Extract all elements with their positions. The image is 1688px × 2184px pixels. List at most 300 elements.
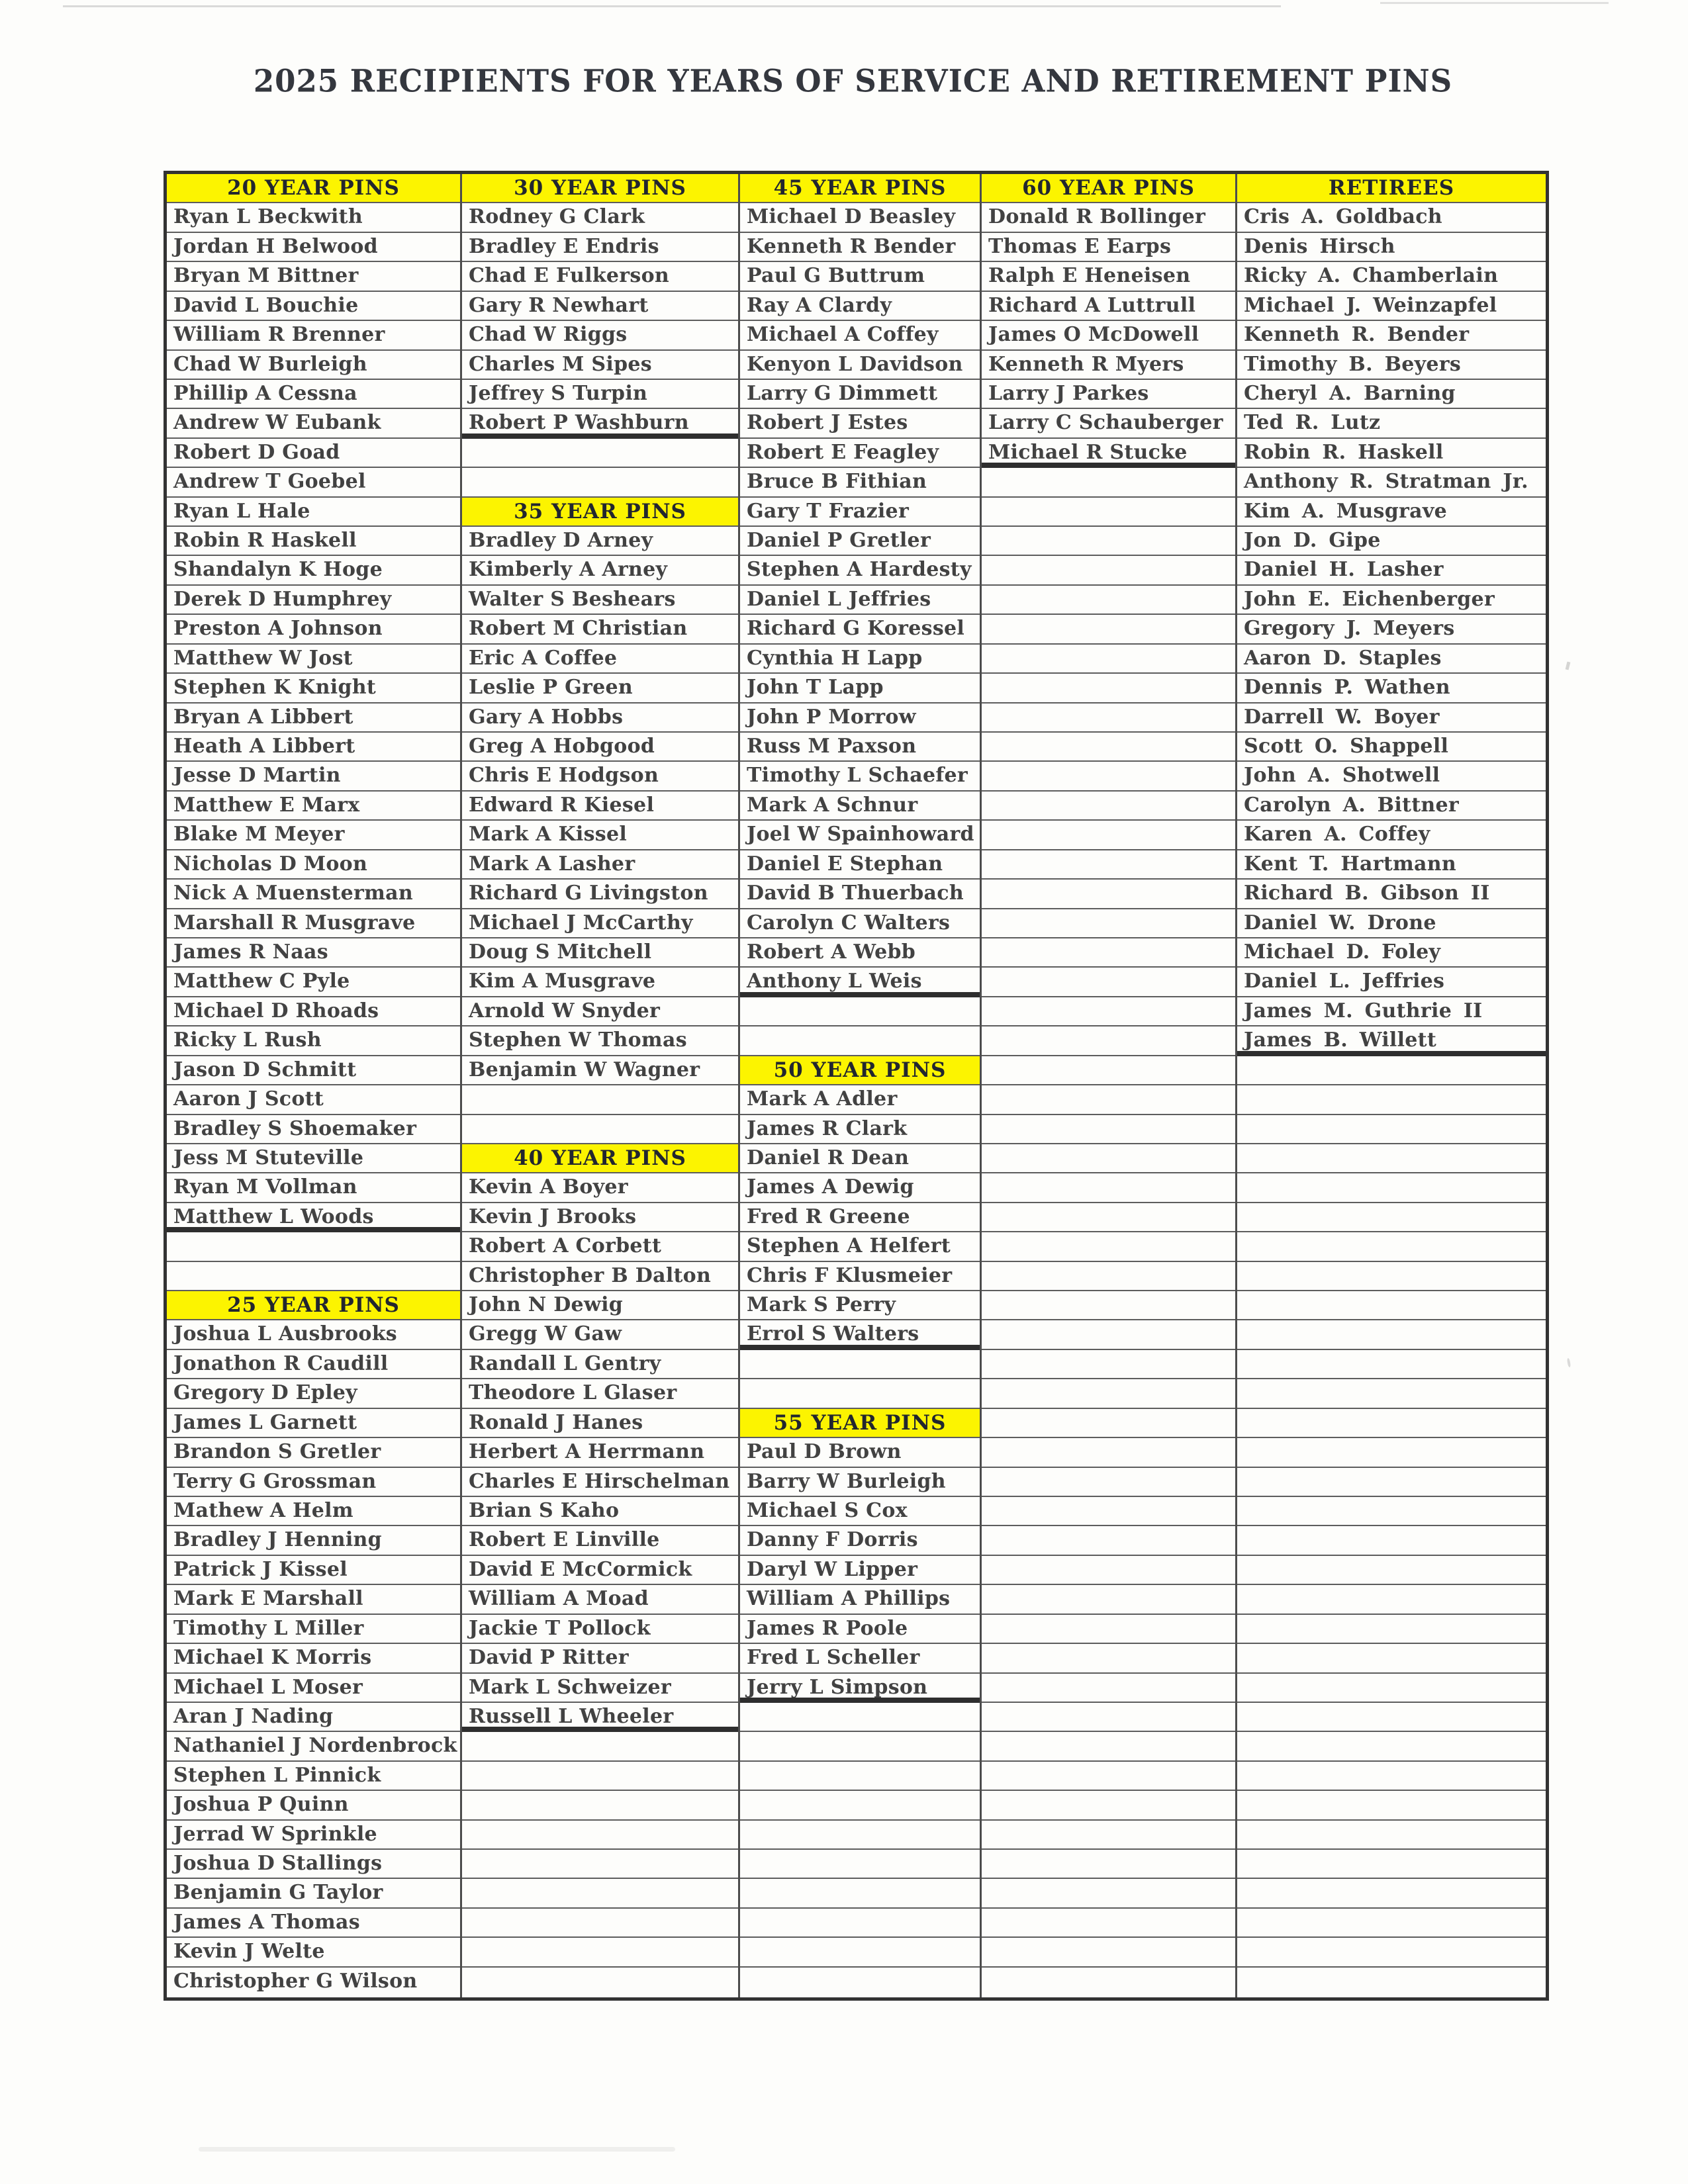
blank-cell [740,1909,980,1938]
name-cell: Michael K Morris [167,1644,460,1673]
name-cell: Brian S Kaho [462,1497,738,1526]
blank-cell [982,1026,1235,1056]
blank-cell [1237,1909,1546,1938]
name-cell: Richard G Livingston [462,880,738,909]
blank-cell [740,1791,980,1820]
blank-cell [982,1379,1235,1408]
name-cell: Chad E Fulkerson [462,262,738,291]
name-cell: Michael D Beasley [740,203,980,232]
name-cell: Scott O. Shappell [1237,733,1546,762]
name-cell: Denis Hirsch [1237,233,1546,262]
name-cell: Bryan A Libbert [167,704,460,733]
name-cell: Gregory J. Meyers [1237,615,1546,644]
name-cell: Russell L Wheeler [462,1703,738,1732]
name-cell: William R Brenner [167,321,460,350]
name-cell: Kenneth R Myers [982,351,1235,380]
blank-cell [982,1232,1235,1261]
blank-cell [982,1879,1235,1908]
name-cell: Chad W Riggs [462,321,738,350]
name-cell: James O McDowell [982,321,1235,350]
blank-cell [1237,1762,1546,1791]
name-cell: Larry C Schauberger [982,409,1235,438]
name-cell: James M. Guthrie II [1237,997,1546,1026]
section-header-cell: 50 YEAR PINS [740,1056,980,1085]
name-cell: Michael R Stucke [982,439,1235,468]
blank-cell [1237,1144,1546,1173]
blank-cell [982,1762,1235,1791]
name-cell: Nathaniel J Nordenbrock [167,1732,460,1761]
name-cell: Chris E Hodgson [462,762,738,791]
blank-cell [982,880,1235,909]
section-header-cell: 25 YEAR PINS [167,1291,460,1320]
name-cell: Joshua P Quinn [167,1791,460,1820]
name-cell: Barry W Burleigh [740,1468,980,1497]
blank-cell [982,909,1235,938]
name-cell: Nicholas D Moon [167,850,460,880]
blank-cell [982,733,1235,762]
blank-cell [167,1232,460,1261]
name-cell: Bradley E Endris [462,233,738,262]
blank-cell [982,1438,1235,1467]
name-cell: Daryl W Lipper [740,1556,980,1585]
name-cell: William A Phillips [740,1585,980,1614]
blank-cell [982,645,1235,674]
name-cell: Gregory D Epley [167,1379,460,1408]
blank-cell [982,1203,1235,1232]
name-cell: David E McCormick [462,1556,738,1585]
name-cell: Robert P Washburn [462,409,738,438]
section-header-cell: 55 YEAR PINS [740,1409,980,1438]
name-cell: Bruce B Fithian [740,468,980,497]
name-cell: Christopher B Dalton [462,1262,738,1291]
name-cell: James L Garnett [167,1409,460,1438]
blank-cell [462,1732,738,1761]
blank-cell [1237,1615,1546,1644]
blank-cell [1237,1350,1546,1379]
blank-cell [1237,1409,1546,1438]
blank-cell [982,1674,1235,1703]
column-45-year-pins [740,174,982,1997]
blank-cell [1237,1085,1546,1115]
blank-cell [982,1968,1235,1997]
blank-cell [740,1850,980,1879]
name-cell: Bryan M Bittner [167,262,460,291]
blank-cell [462,1968,738,1997]
column-60-year-pins [982,174,1237,1997]
name-cell: Leslie P Green [462,674,738,703]
name-cell: Anthony L Weis [740,968,980,997]
name-cell: Derek D Humphrey [167,586,460,615]
name-cell: Michael S Cox [740,1497,980,1526]
name-cell: John E. Eichenberger [1237,586,1546,615]
blank-cell [462,1821,738,1850]
name-cell: Kenyon L Davidson [740,351,980,380]
blank-cell [740,1350,980,1379]
name-cell: Daniel L. Jeffries [1237,968,1546,997]
name-cell: Jerry L Simpson [740,1674,980,1703]
name-cell: Ryan L Beckwith [167,203,460,232]
name-cell: Ryan M Vollman [167,1173,460,1203]
name-cell: Nick A Muensterman [167,880,460,909]
name-cell: Bradley J Henning [167,1526,460,1555]
name-cell: Gregg W Gaw [462,1320,738,1349]
name-cell: Blake M Meyer [167,821,460,850]
name-cell: Fred R Greene [740,1203,980,1232]
blank-cell [982,821,1235,850]
blank-cell [982,1732,1235,1761]
section-header-cell: 35 YEAR PINS [462,498,738,527]
name-cell: Daniel P Gretler [740,527,980,556]
name-cell: Doug S Mitchell [462,938,738,968]
scan-artifact [63,5,1281,7]
name-cell: Larry J Parkes [982,380,1235,409]
name-cell: Preston A Johnson [167,615,460,644]
name-cell: David P Ritter [462,1644,738,1673]
blank-cell [1237,1115,1546,1144]
blank-cell [982,498,1235,527]
blank-cell [982,792,1235,821]
name-cell: Jon D. Gipe [1237,527,1546,556]
name-cell: Herbert A Herrmann [462,1438,738,1467]
blank-cell [982,1644,1235,1673]
blank-cell [462,1762,738,1791]
name-cell: Stephen L Pinnick [167,1762,460,1791]
name-cell: Darrell W. Boyer [1237,704,1546,733]
name-cell: Edward R Kiesel [462,792,738,821]
name-cell: Daniel L Jeffries [740,586,980,615]
name-cell: Mark L Schweizer [462,1674,738,1703]
blank-cell [462,1850,738,1879]
name-cell: Brandon S Gretler [167,1438,460,1467]
name-cell: Ronald J Hanes [462,1409,738,1438]
blank-cell [462,1115,738,1144]
blank-cell [1237,1232,1546,1261]
blank-cell [462,439,738,468]
blank-cell [1237,1556,1546,1585]
blank-cell [740,1379,980,1408]
scan-artifact [1567,1358,1571,1367]
blank-cell [740,1703,980,1732]
name-cell: James R Clark [740,1115,980,1144]
blank-cell [740,1026,980,1056]
blank-cell [982,586,1235,615]
name-cell: Stephen A Helfert [740,1232,980,1261]
name-cell: Thomas E Earps [982,233,1235,262]
name-cell: Benjamin W Wagner [462,1056,738,1085]
name-cell: Chad W Burleigh [167,351,460,380]
blank-cell [982,1350,1235,1379]
blank-cell [982,1291,1235,1320]
name-cell: James R Naas [167,938,460,968]
blank-cell [462,1791,738,1820]
blank-cell [462,468,738,497]
name-cell: Stephen A Hardesty [740,556,980,585]
name-cell: Cris A. Goldbach [1237,203,1546,232]
blank-cell [1237,1056,1546,1085]
name-cell: Matthew W Jost [167,645,460,674]
name-cell: Jackie T Pollock [462,1615,738,1644]
blank-cell [1237,1644,1546,1673]
name-cell: Daniel E Stephan [740,850,980,880]
blank-cell [982,1144,1235,1173]
blank-cell [740,1968,980,1997]
name-cell: Theodore L Glaser [462,1379,738,1408]
blank-cell [740,1821,980,1850]
blank-cell [982,1320,1235,1349]
name-cell: Paul G Buttrum [740,262,980,291]
blank-cell [982,1821,1235,1850]
blank-cell [982,1703,1235,1732]
name-cell: Matthew E Marx [167,792,460,821]
name-cell: Kimberly A Arney [462,556,738,585]
name-cell: Chris F Klusmeier [740,1262,980,1291]
name-cell: Jerrad W Sprinkle [167,1821,460,1850]
name-cell: Fred L Scheller [740,1644,980,1673]
name-cell: Patrick J Kissel [167,1556,460,1585]
blank-cell [1237,1526,1546,1555]
name-cell: Kim A Musgrave [462,968,738,997]
column-header-cell: RETIREES [1237,174,1546,203]
name-cell: Aaron J Scott [167,1085,460,1115]
name-cell: Robin R Haskell [167,527,460,556]
blank-cell [982,1409,1235,1438]
name-cell: James A Dewig [740,1173,980,1203]
blank-cell [982,1850,1235,1879]
blank-cell [462,1879,738,1908]
blank-cell [982,997,1235,1026]
section-header-cell: 40 YEAR PINS [462,1144,738,1173]
name-cell: Kim A. Musgrave [1237,498,1546,527]
blank-cell [1237,1968,1546,1997]
blank-cell [982,674,1235,703]
name-cell: Benjamin G Taylor [167,1879,460,1908]
blank-cell [740,1762,980,1791]
name-cell: Mark S Perry [740,1291,980,1320]
name-cell: Michael D. Foley [1237,938,1546,968]
blank-cell [982,1938,1235,1967]
name-cell: Christopher G Wilson [173,1969,418,1993]
name-cell: Terry G Grossman [167,1468,460,1497]
name-cell: Joshua L Ausbrooks [167,1320,460,1349]
blank-cell [982,1173,1235,1203]
blank-cell [982,1497,1235,1526]
name-cell: Arnold W Snyder [462,997,738,1026]
name-cell: Richard G Koressel [740,615,980,644]
name-cell: Gary A Hobbs [462,704,738,733]
name-cell: Matthew C Pyle [167,968,460,997]
blank-cell [1237,1791,1546,1820]
name-cell: Kevin J Brooks [462,1203,738,1232]
name-cell: Ralph E Heneisen [982,262,1235,291]
name-cell: John T Lapp [740,674,980,703]
blank-cell [1237,1879,1546,1908]
name-cell: John P Morrow [740,704,980,733]
blank-cell [1237,1173,1546,1203]
blank-cell [740,1879,980,1908]
name-cell: Matthew L Woods [167,1203,460,1232]
name-cell: Jonathon R Caudill [167,1350,460,1379]
blank-cell [982,762,1235,791]
name-cell: Kenneth R. Bender [1237,321,1546,350]
blank-cell [1237,1674,1546,1703]
name-cell: Heath A Libbert [167,733,460,762]
name-cell: Jason D Schmitt [167,1056,460,1085]
blank-cell [982,1056,1235,1085]
name-cell: Cynthia H Lapp [740,645,980,674]
name-cell: David B Thuerbach [740,880,980,909]
name-cell: Shandalyn K Hoge [167,556,460,585]
blank-cell [1237,1438,1546,1467]
blank-cell [982,968,1235,997]
column-20-year-pins [167,174,462,1997]
scan-artifact [1566,662,1571,670]
name-cell: Andrew T Goebel [167,468,460,497]
name-cell: Kent T. Hartmann [1237,850,1546,880]
name-cell: Gary R Newhart [462,292,738,321]
name-cell: Phillip A Cessna [167,380,460,409]
name-cell: Russ M Paxson [740,733,980,762]
name-cell: Jordan H Belwood [167,233,460,262]
blank-cell [982,615,1235,644]
blank-cell [982,704,1235,733]
name-cell: Daniel H. Lasher [1237,556,1546,585]
blank-cell [462,1085,738,1115]
blank-cell [982,556,1235,585]
name-cell: Kevin A Boyer [462,1173,738,1203]
blank-cell [982,1526,1235,1555]
name-cell: Donald R Bollinger [982,203,1235,232]
blank-cell [1237,1262,1546,1291]
name-cell: Paul D Brown [740,1438,980,1467]
blank-cell [1237,1703,1546,1732]
name-cell: Larry G Dimmett [740,380,980,409]
name-cell: David L Bouchie [167,292,460,321]
blank-cell [982,1556,1235,1585]
pins-table [164,171,1549,2001]
blank-cell [1237,1850,1546,1879]
name-cell: Andrew W Eubank [167,409,460,438]
blank-cell [1237,1468,1546,1497]
name-cell: Joel W Spainhoward [740,821,980,850]
name-cell: Robert M Christian [462,615,738,644]
name-cell: Jeffrey S Turpin [462,380,738,409]
name-cell: Robert D Goad [167,439,460,468]
blank-cell [982,938,1235,968]
name-cell: Robert E Linville [462,1526,738,1555]
blank-cell [1237,1379,1546,1408]
blank-cell [167,1262,460,1291]
name-cell: Michael D Rhoads [167,997,460,1026]
name-cell: Michael J McCarthy [462,909,738,938]
blank-cell [982,1615,1235,1644]
name-cell: Stephen W Thomas [462,1026,738,1056]
column-header-cell: 60 YEAR PINS [982,174,1235,203]
name-cell: Stephen K Knight [167,674,460,703]
name-cell: Mark A Kissel [462,821,738,850]
blank-cell [982,1585,1235,1614]
name-cell: Dennis P. Wathen [1237,674,1546,703]
blank-cell [740,1732,980,1761]
blank-cell [1237,1938,1546,1967]
name-cell: Timothy B. Beyers [1237,351,1546,380]
name-cell: Marshall R Musgrave [167,909,460,938]
blank-cell [1237,1497,1546,1526]
name-cell: Charles E Hirschelman [462,1468,738,1497]
name-cell: Greg A Hobgood [462,733,738,762]
blank-cell [1237,1585,1546,1614]
name-cell: Mark E Marshall [167,1585,460,1614]
name-cell: Ray A Clardy [740,292,980,321]
scan-artifact [1380,2,1609,4]
blank-cell [1237,1203,1546,1232]
column-header-cell: 45 YEAR PINS [740,174,980,203]
name-cell: Ricky A. Chamberlain [1237,262,1546,291]
name-cell: Carolyn A. Bittner [1237,792,1546,821]
name-cell: Kevin J Welte [167,1938,460,1967]
name-cell: Joshua D Stallings [167,1850,460,1879]
name-cell: James A Thomas [167,1909,460,1938]
name-cell: Mark A Lasher [462,850,738,880]
name-cell: Carolyn C Walters [740,909,980,938]
name-cell: Michael A Coffey [740,321,980,350]
name-cell: Aaron D. Staples [1237,645,1546,674]
scan-artifact [199,2147,675,2152]
name-cell: Michael J. Weinzapfel [1237,292,1546,321]
name-cell: James R Poole [740,1615,980,1644]
blank-cell [982,527,1235,556]
name-cell: Aran J Nading [167,1703,460,1732]
blank-cell [1237,1732,1546,1761]
blank-cell [982,1791,1235,1820]
column-header-cell: 30 YEAR PINS [462,174,738,203]
name-cell: Daniel R Dean [740,1144,980,1173]
name-cell: James B. Willett [1237,1026,1546,1056]
name-cell: Robert A Corbett [462,1232,738,1261]
blank-cell [982,468,1235,497]
name-cell: Jesse D Martin [167,762,460,791]
name-cell: Daniel W. Drone [1237,909,1546,938]
name-cell: Rodney G Clark [462,203,738,232]
name-cell: Robert E Feagley [740,439,980,468]
name-cell: Richard A Luttrull [982,292,1235,321]
name-cell: Mathew A Helm [167,1497,460,1526]
name-cell: Ryan L Hale [167,498,460,527]
blank-cell [1237,1821,1546,1850]
blank-cell [982,1468,1235,1497]
name-cell: Anthony R. Stratman Jr. [1237,468,1546,497]
name-cell: Karen A. Coffey [1237,821,1546,850]
blank-cell [982,1262,1235,1291]
blank-cell [1237,1291,1546,1320]
column-30-year-pins [462,174,740,1997]
name-cell: John N Dewig [462,1291,738,1320]
blank-cell [982,1085,1235,1115]
name-cell: Errol S Walters [740,1320,980,1349]
column-retirees [1237,174,1546,1997]
name-cell: Mark A Adler [740,1085,980,1115]
name-cell: Bradley D Arney [462,527,738,556]
name-cell: Robin R. Haskell [1237,439,1546,468]
name-cell: Timothy L Schaefer [740,762,980,791]
name-cell: Gary T Frazier [740,498,980,527]
name-cell: Robert J Estes [740,409,980,438]
name-cell: Cheryl A. Barning [1237,380,1546,409]
name-cell: Timothy L Miller [167,1615,460,1644]
column-header-cell: 20 YEAR PINS [167,174,460,203]
name-cell: Mark A Schnur [740,792,980,821]
name-cell: Richard B. Gibson II [1237,880,1546,909]
name-cell: Michael L Moser [167,1674,460,1703]
